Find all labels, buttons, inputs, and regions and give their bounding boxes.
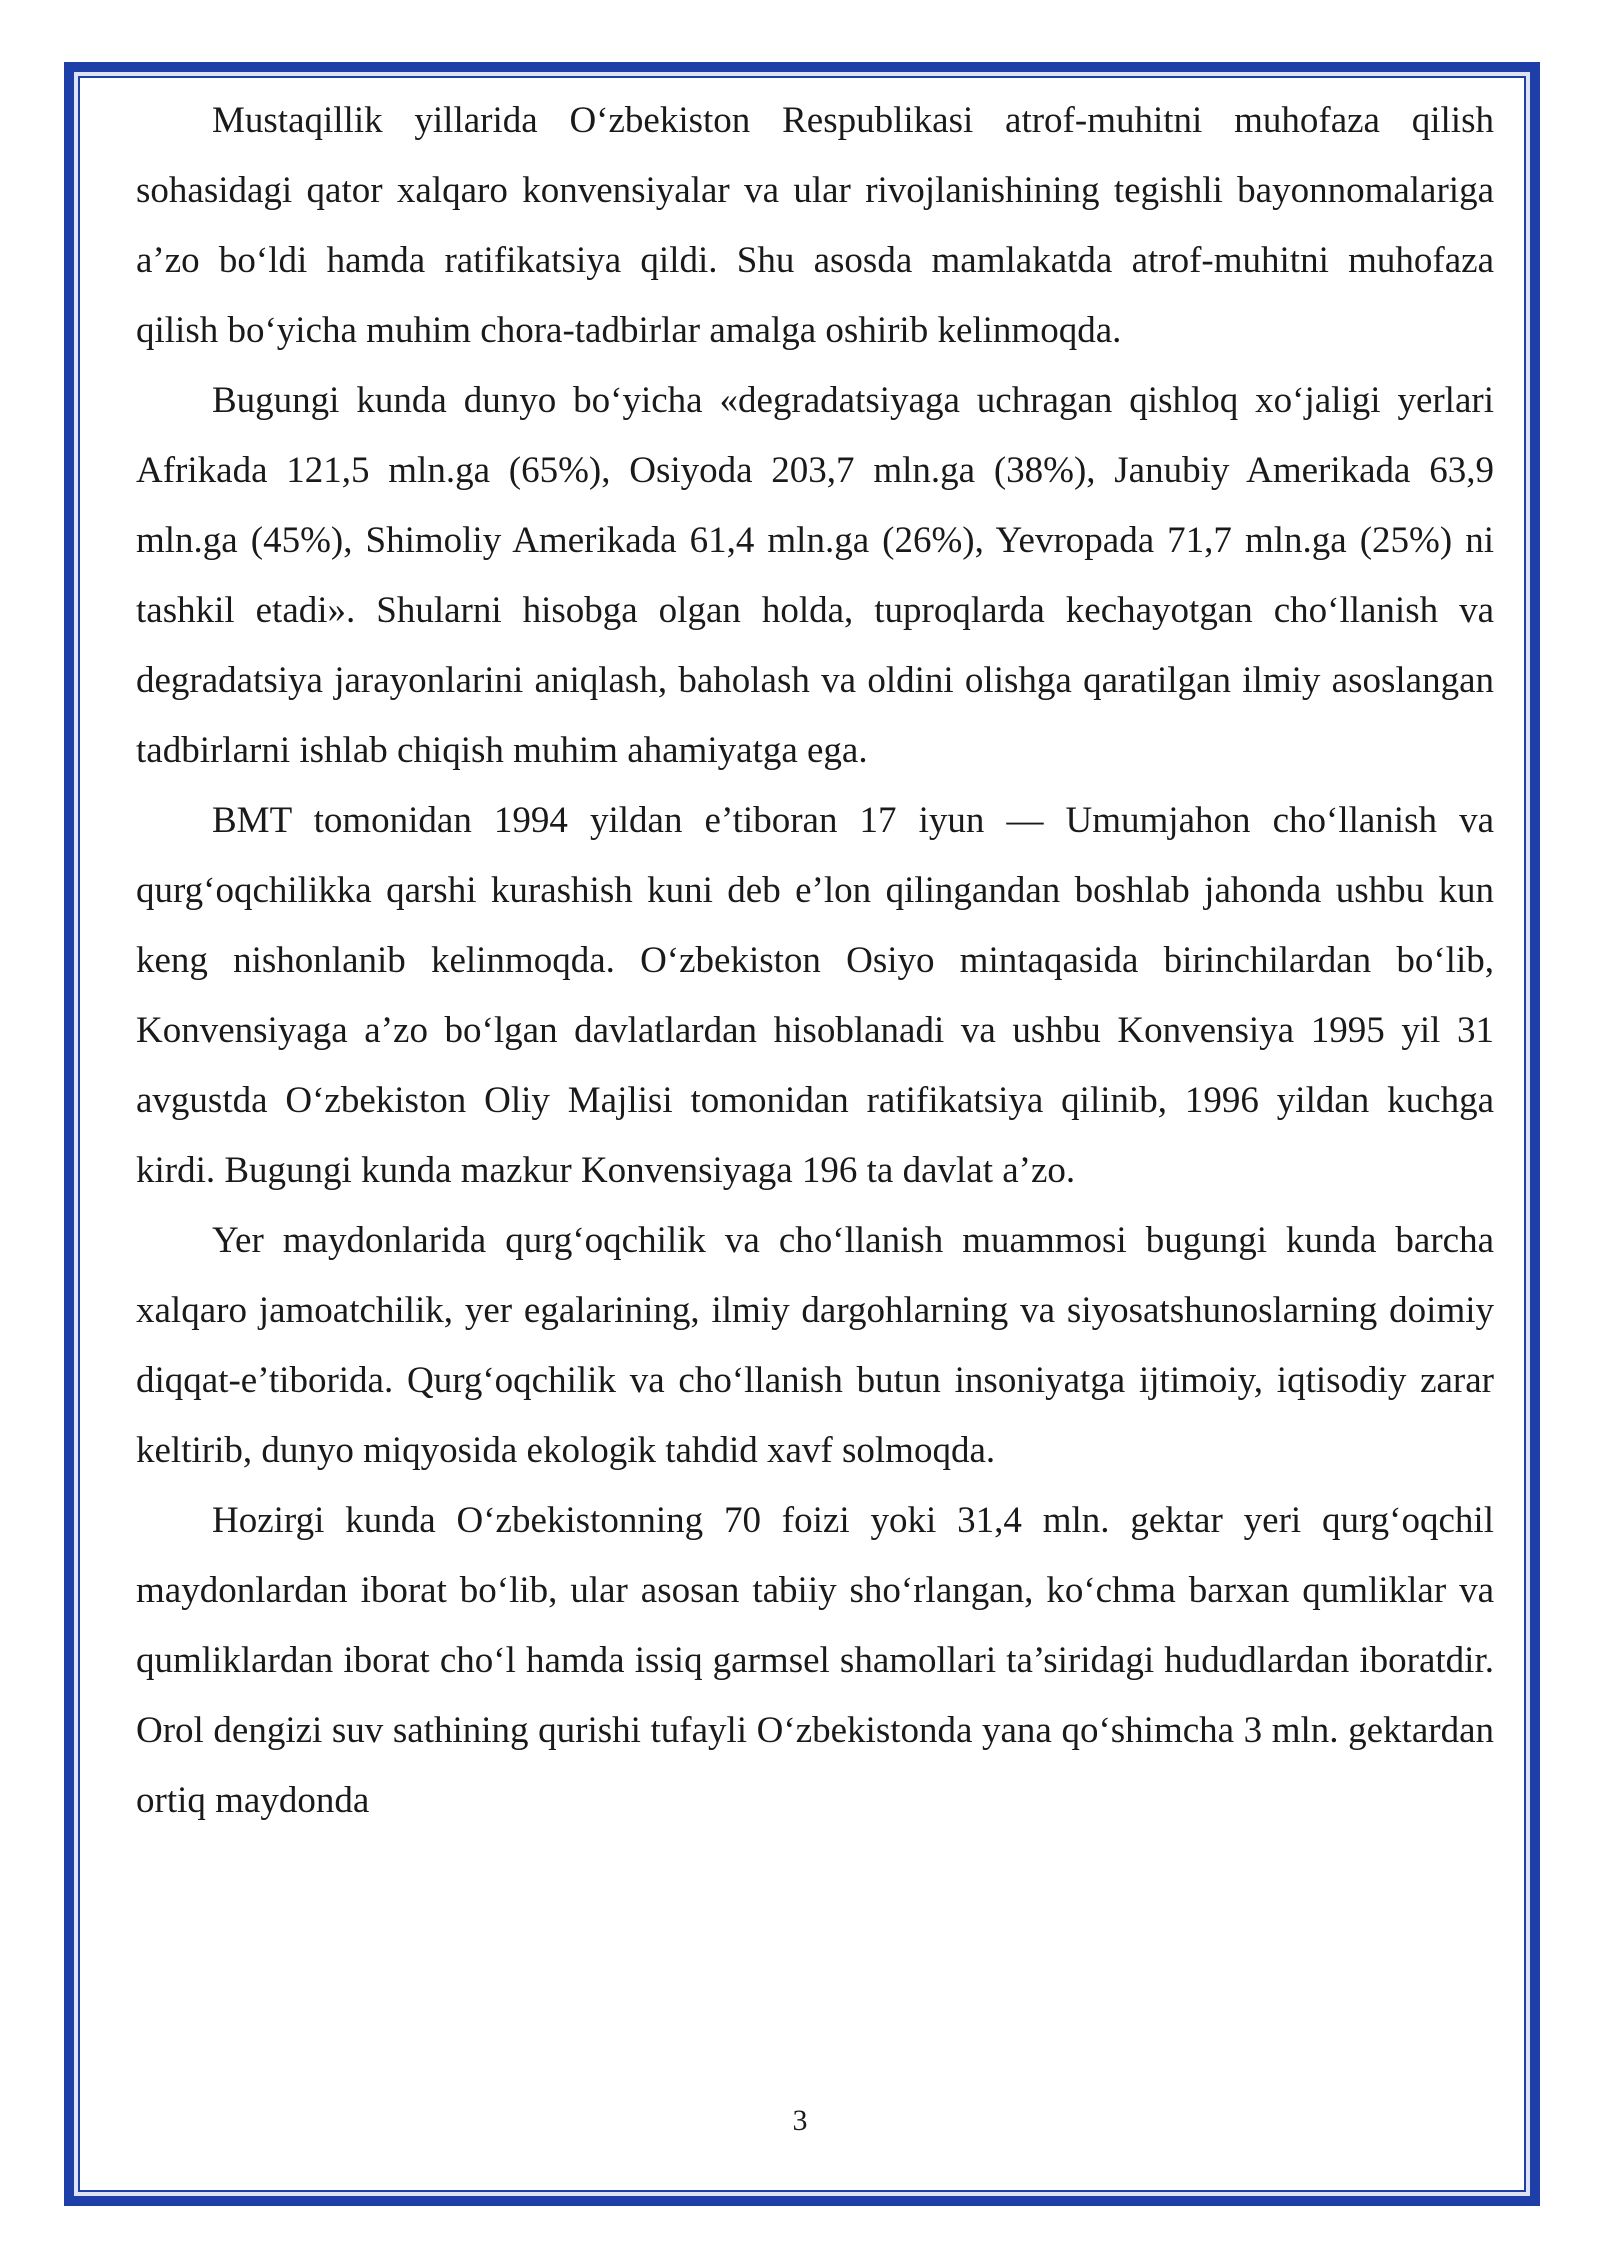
paragraph-4: Yer maydonlarida qurg‘oqchilik va cho‘llanish muammosi bugungi kunda barcha xalqaro jamoatchilik, yer egalarining, ilmiy dargohlarning va siyosatshunoslarning doimiy diqqat-e’tiborida. Qurg‘oqchilik va cho‘llanish butun insoniyatga ijtimoiy, iqtisodiy zarar keltirib, dunyo miqyosida ekologik tahdid xavf solmoqda. [136,1220,1494,1471]
paragraph-5: Hozirgi kunda O‘zbekistonning 70 foizi yoki 31,4 mln. gektar yeri qurg‘oqchil maydonlardan iborat bo‘lib, ular asosan tabiiy sho‘rlangan, ko‘chma barxan qumliklar va qumliklardan iborat cho‘l hamda issiq garmsel shamollari ta’siridagi hududlardan iboratdir. Orol dengizi suv sathining qurishi tufayli O‘zbekistonda yana qo‘shimcha 3 mln. gektardan ortiq maydonda [136,1500,1494,1821]
paragraph-2: Bugungi kunda dunyo bo‘yicha «degradatsiyaga uchragan qishloq xo‘jaligi yerlari Afrikada 121,5 mln.ga (65%), Osiyoda 203,7 mln.ga (38%), Janubiy Amerikada 63,9 mln.ga (45%), Shimoliy Amerikada 61,4 mln.ga (26%), Yevropada 71,7 mln.ga (25%) ni tashkil etadi». Shularni hisobga olgan holda, tuproqlarda kechayotgan cho‘llanish va degradatsiya jarayonlarini aniqlash, baholash va oldini olishga qaratilgan ilmiy asoslangan tadbirlarni ishlab chiqish muhim ahamiyatga ega. [136,380,1494,771]
paragraph-1: Mustaqillik yillarida O‘zbekiston Respublikasi atrof-muhitni muhofaza qilish sohasidagi qator xalqaro konvensiyalar va ular rivojlanishining tegishli bayonnomalariga a’zo bo‘ldi hamda ratifikatsiya qildi. Shu asosda mamlakatda atrof-muhitni muhofaza qilish bo‘yicha muhim chora-tadbirlar amalga oshirib kelinmoqda. [136,100,1494,351]
paragraph-3: BMT tomonidan 1994 yildan e’tiboran 17 iyun — Umumjahon cho‘llanish va qurg‘oqchilikka qarshi kurashish kuni deb e’lon qilingandan boshlab jahonda ushbu kun keng nishonlanib kelinmoqda. O‘zbekiston Osiyo mintaqasida birinchilardan bo‘lib, Konvensiyaga a’zo bo‘lgan davlatlardan hisoblanadi va ushbu Konvensiya 1995 yil 31 avgustda O‘zbekiston Oliy Majlisi tomonidan ratifikatsiya qilinib, 1996 yildan kuchga kirdi. Bugungi kunda mazkur Konvensiyaga 196 ta davlat a’zo. [136,800,1494,1191]
page-body [136,86,1494,1836]
page-number: 3 [792,2104,808,2137]
